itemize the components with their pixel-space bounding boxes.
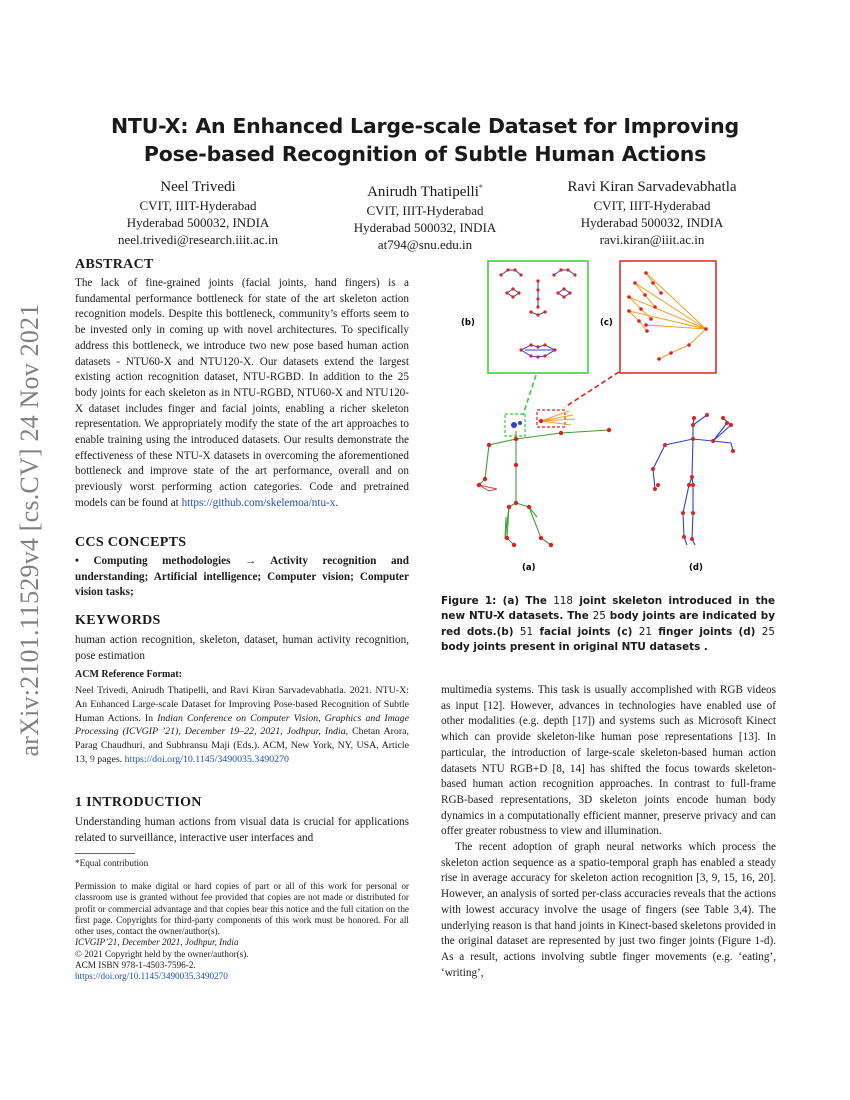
- venue-line: ICVGIP’21, December 2021, Jodhpur, India: [75, 937, 239, 948]
- face-connector: [523, 375, 536, 415]
- skeleton-25: [651, 413, 735, 545]
- acm-ref-pages-suffix: pages.: [97, 753, 123, 765]
- spine: [689, 418, 694, 485]
- ccs-text: • Computing methodologies → Activity recognition and understanding; Artificial intelligence; Computer vision; Computer vision tasks;: [75, 555, 409, 599]
- caption-num-1: 118: [553, 595, 574, 607]
- title-line-1: NTU-X: An Enhanced Large-scale Dataset for Improving: [110, 114, 740, 138]
- author-address: Hyderabad 500032, INDIA: [580, 215, 724, 231]
- skeleton-fingers: [541, 411, 575, 425]
- intro-heading: 1 INTRODUCTION: [75, 795, 202, 810]
- caption-num-2: 25: [592, 610, 606, 623]
- footnote-equal: *Equal contribution: [75, 858, 149, 868]
- caption-num-4: 21: [638, 625, 652, 638]
- arxiv-stamp-text: arXiv:2101.11529v4 [cs.CV] 24 Nov 2021: [15, 303, 44, 757]
- author-affiliation: CVIT, IIIT-Hyderabad: [139, 198, 257, 213]
- acm-ref-pages[interactable]: 9: [89, 753, 95, 765]
- permission-notice: [75, 881, 409, 983]
- caption-part-1: Figure 1: (a) The: [441, 595, 547, 607]
- label-d: (d): [689, 563, 703, 573]
- arms: [479, 430, 609, 485]
- raised-arm: [693, 415, 731, 441]
- face-joints-panel: [488, 261, 588, 373]
- author-affiliation: CVIT, IIIT-Hyderabad: [366, 203, 484, 218]
- author-address: Hyderabad 500032, INDIA: [353, 220, 497, 236]
- hips: [505, 507, 537, 539]
- doi-line[interactable]: https://doi.org/10.1145/3490035.3490270: [75, 971, 228, 982]
- author-block-3: [532, 178, 772, 249]
- torso-legs: [507, 431, 551, 545]
- hand-connector: [565, 372, 619, 407]
- equal-contrib-mark: *: [478, 183, 483, 192]
- keywords-text: human action recognition, skeleton, dataset, human activity recognition, pose estimation: [75, 634, 409, 662]
- right-eyebrow: [554, 270, 575, 275]
- copyright-line: © 2021 Copyright held by the owner/author(s).: [75, 948, 249, 959]
- author-address: Hyderabad 500032, INDIA: [126, 215, 270, 231]
- intro-continued: [441, 683, 776, 981]
- author-name: Anirudh Thatipelli: [367, 184, 479, 200]
- author-email: at794@snu.edu.in: [377, 237, 473, 253]
- isbn-line: ACM ISBN 978-1-4503-7596-2.: [75, 960, 196, 971]
- left-eyebrow: [501, 270, 521, 275]
- caption-part-4: facial joints (c): [539, 625, 633, 638]
- author-email: ravi.kiran@iiit.ac.in: [599, 232, 705, 248]
- acm-ref-doi[interactable]: https://doi.org/10.1145/3490035.3490270: [124, 753, 289, 765]
- acm-reference: [75, 684, 409, 767]
- abstract-heading: ABSTRACT: [75, 257, 154, 272]
- acm-ref-venue: Indian Conference on Computer Vision, Graphics and Image Processing (ICVGIP ’21), December 19–22, 2021, Jodhpur, India: [75, 712, 409, 738]
- author-block-2: [305, 178, 545, 254]
- author-name: Neel Trivedi: [160, 179, 236, 195]
- acm-ref-authors: Neel Trivedi, Anirudh Thatipelli, and Ravi Kiran Sarvadevabhatla. 2021. NTU-X: An Enhanced Large-scale Dataset for Improving Pose-based Recognition of Subtle Human Actions. In: [75, 685, 409, 724]
- intro-body: [75, 815, 409, 846]
- permission-text: Permission to make digital or hard copies of part or all of this work for personal or classroom use is granted without fee provided that copies are not made or distributed for profit or commercial advantage and that copies bear this notice and the full citation on the first page. Copyrights for third-party components of this work must be honored. For all other uses, contact the owner/author(s).: [75, 881, 409, 937]
- caption-part-2: joint skeleton introduced in the new NTU-X datasets. The: [441, 595, 776, 623]
- left-hand: [479, 485, 497, 491]
- figure-caption: [441, 594, 775, 656]
- caption-part-5: finger joints (d): [658, 625, 756, 638]
- keywords-heading: KEYWORDS: [75, 613, 161, 628]
- author-email: neel.trivedi@research.iiit.ac.in: [118, 232, 278, 248]
- label-a: (a): [522, 563, 536, 573]
- author-affiliation: CVIT, IIIT-Hyderabad: [593, 198, 711, 213]
- code-link[interactable]: https://github.com/skelemoa/ntu-x: [181, 496, 336, 509]
- abstract-body: The lack of fine-grained joints (facial joints, hand fingers) is a fundamental performance bottleneck for state of the art skeleton action recognition models. Despite this bottleneck, community’s efforts seem to be invested only in coming up with novel architectures. To specifically address this bottleneck, we introduce two new pose based human action datasets - NTU60-X and NTU120-X. Our datasets extend the largest existing action recognition dataset, NTU-RGBD. In addition to the 25 body joints for each skeleton as in NTU-RGBD, NTU60-X and NTU120-X dataset includes finger and facial joints, enabling a richer skeleton representation. We appropriately modify the state of the art approaches to enable training using the introduced datasets. Our results demonstrate the effectiveness of these NTU-X datasets in overcoming the aforementioned bottleneck and improve state of the art performance, overall and on previously worst performing action categories. Code and pretrained models can be found at https://github.com/skelemoa/ntu-x.: [75, 277, 409, 509]
- abstract-text: The lack of fine-grained joints (facial joints, hand fingers) is a fundamental performance bottleneck for state of the art skeleton action recognition models. Despite this bottleneck, community’s efforts seem to be invested only in coming up with novel architectures. To specifically address this bottleneck, we introduce two new pose based human action datasets - NTU60-X and NTU120-X. Our datasets extend the largest existing action recognition dataset, NTU-RGBD. In addition to the 25 body joints for each skeleton as in NTU-RGBD, NTU60-X and NTU120-X dataset includes finger and facial joints, enabling a richer skeleton representation. We appropriately modify the state of the art approaches to enable training using the introduced datasets. Our results demonstrate the effectiveness of these NTU-X datasets in overcoming the aforementioned bottleneck and improve state of the art performance, overall and on previously worst performing action categories. Code and pretrained models can be found at: [75, 277, 409, 509]
- thumb: [659, 329, 706, 359]
- label-b: (b): [461, 318, 475, 328]
- finger-joints-panel: [620, 261, 716, 373]
- caption-part-6: body joints present in original NTU datasets .: [441, 641, 708, 654]
- caption-part-3: body joints are indicated by red dots.(b): [441, 610, 775, 638]
- keywords-body: [75, 633, 409, 664]
- author-name: Ravi Kiran Sarvadevabhatla: [567, 179, 737, 195]
- label-c: (c): [600, 318, 613, 328]
- arxiv-stamp: [4, 285, 56, 775]
- title-line-2: Pose-based Recognition of Subtle Human Actions: [143, 142, 707, 166]
- hand-highlight: [537, 410, 565, 427]
- author-block-1: [78, 178, 318, 249]
- figure-1: [441, 255, 777, 585]
- ccs-concepts: [75, 554, 409, 601]
- intro-text: Understanding human actions from visual data is crucial for applications related to surveillance, interactive user interfaces and: [75, 816, 409, 844]
- acm-ref-tail: , Chetan Arora, Parag Chaudhuri, and Subhransu Maji (Eds.). ACM, New York, NY, USA, Article 13,: [75, 726, 409, 765]
- caption-num-3: 51: [519, 625, 534, 638]
- acm-ref-heading: ACM Reference Format:: [75, 669, 182, 680]
- paper-title: [100, 112, 750, 168]
- right-paragraph-1: multimedia systems. This task is usually accomplished with RGB videos as input [12]. However, advances in technologies have enabled use of other modalities (e.g. depth [17]) and systems such as Microsoft Kinect which can provide skeleton-like human pose representations [13]. In particular, the introduction of large-scale skeleton-based human action datasets NTU RGB+D [8, 14] has shifted the focus towards skeleton-based human action recognition approaches. In contrast to full-frame RGB-based representations, 3D skeleton joints encode human body dynamics in a computationally efficient manner, preserve privacy and can offer greater robustness to view and illumination.: [441, 684, 776, 838]
- right-paragraph-2: The recent adoption of graph neural networks which process the skeleton action sequence as a spatio-temporal graph has enabled a steady rise in average accuracy for skeleton action recognition [3, 9, 15, 16, 20]. However, an analysis of sorted per-class accuracies reveals that the actions with lowest accuracy involve the usage of fingers (see Table 3,4). The underlying reason is that hand joints in Kinect-based skeletons provided in the original dataset are represented by just two finger joints (Figure 1-d). As a result, actions involving subtle finger movements (e.g. ‘eating’, ‘writing’,: [441, 841, 776, 979]
- caption-num-5: 25: [761, 625, 775, 638]
- skeleton-118: [477, 410, 611, 547]
- footnote-rule: [75, 853, 135, 854]
- ccs-heading: CCS CONCEPTS: [75, 535, 187, 550]
